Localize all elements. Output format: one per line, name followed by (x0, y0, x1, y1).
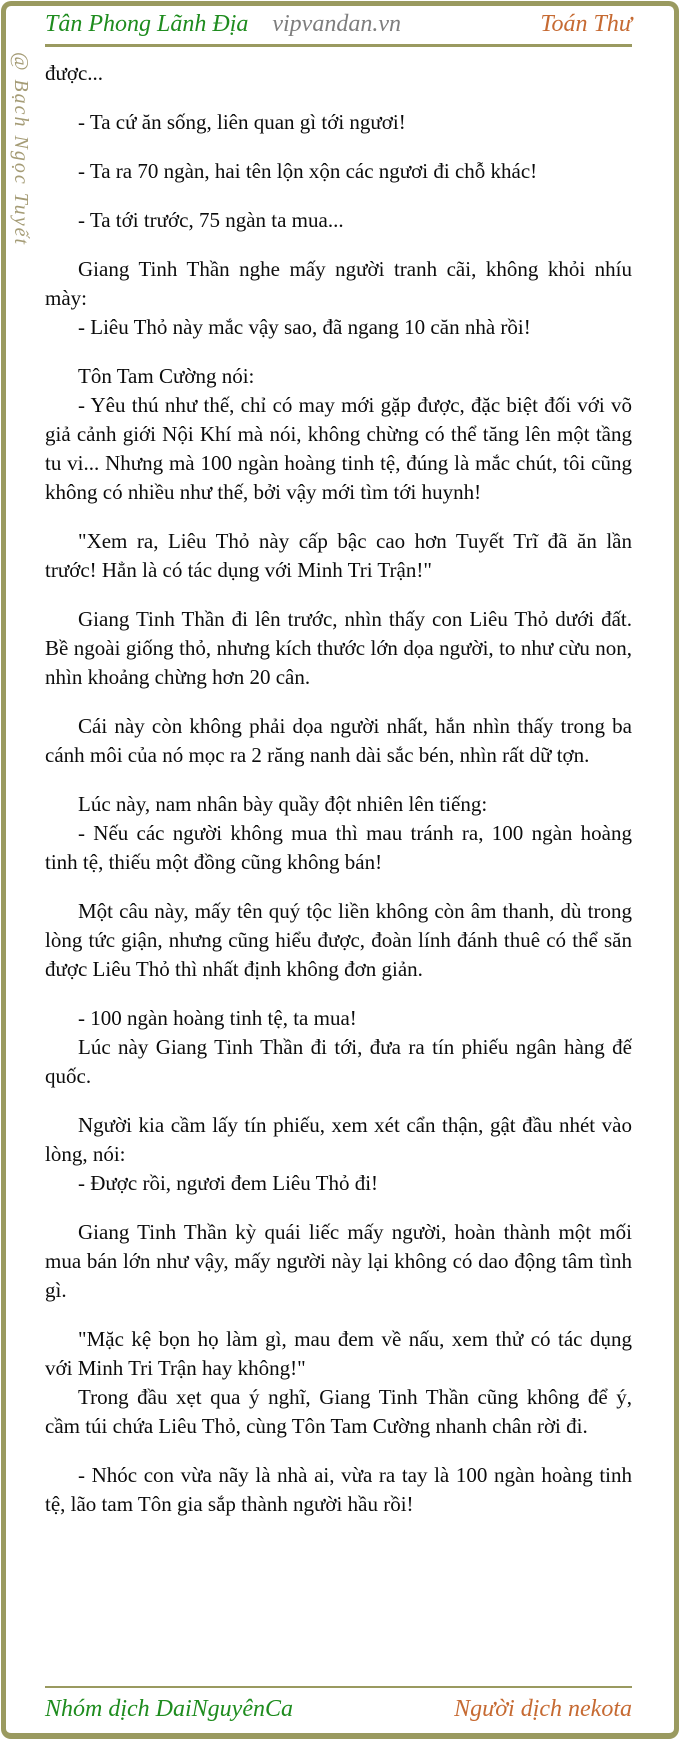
paragraph: được... (45, 61, 104, 85)
chapter-paragraphs (45, 47, 632, 1686)
paragraph: - Nếu các người không mua thì mau tránh ra, 100 ngàn hoàng tinh tệ, thiếu một đồng cũng không bán! (45, 821, 632, 874)
paragraph: Người kia cầm lấy tín phiếu, xem xét cẩn thận, gật đầu nhét vào lòng, nói: (45, 1113, 632, 1166)
paragraph: Lúc này Giang Tinh Thần đi tới, đưa ra tín phiếu ngân hàng đế quốc. (45, 1035, 632, 1088)
paragraph: Giang Tinh Thần kỳ quái liếc mấy người, hoàn thành một mối mua bán lớn như vậy, mấy người này lại không có dao động tâm tình gì. (45, 1220, 632, 1302)
paragraph: - 100 ngàn hoàng tinh tệ, ta mua! (78, 1006, 357, 1030)
paragraph: - Yêu thú như thế, chỉ có may mới gặp được, đặc biệt đối với võ giả cảnh giới Nội Khí mà nói, không chừng có thể tăng lên một tầng tu vi... Nhưng mà 100 ngàn hoàng tinh tệ, đúng là mắc chút, tôi cũng không có nhiều như thế, bởi vậy mới tìm tới huynh! (45, 393, 632, 504)
paragraph: "Xem ra, Liêu Thỏ này cấp bậc cao hơn Tuyết Trĩ đã ăn lần trước! Hẳn là có tác dụng với Minh Tri Trận!" (45, 529, 632, 582)
paragraph: Giang Tinh Thần đi lên trước, nhìn thấy con Liêu Thỏ dưới đất. Bề ngoài giống thỏ, nhưng kích thước lớn dọa người, to như cừu non, nhìn khoảng chừng hơn 20 cân. (45, 607, 632, 689)
page-content (45, 0, 632, 1733)
paragraph: Một câu này, mấy tên quý tộc liền không còn âm thanh, dù trong lòng tức giận, nhưng cũng hiểu được, đoàn lính đánh thuê có thể săn được Liêu Thỏ thì nhất định không đơn giản. (45, 899, 632, 981)
paragraph: Tôn Tam Cường nói: (78, 364, 255, 388)
page-header (45, 0, 632, 47)
page-footer (45, 1686, 632, 1733)
site-name: vipvandan.vn (272, 11, 401, 37)
paragraph: "Mặc kệ bọn họ làm gì, mau đem về nấu, xem thử có tác dụng với Minh Tri Trận hay không!" (45, 1327, 632, 1380)
translation-group-credit: Nhóm dịch DaiNguyênCa (45, 1696, 293, 1722)
paragraph: Trong đầu xẹt qua ý nghĩ, Giang Tinh Thần cũng không để ý, cầm túi chứa Liêu Thỏ, cùng Tôn Tam Cường nhanh chân rời đi. (45, 1385, 632, 1438)
watermark-vertical-text: @ Bạch Ngọc Tuyết (10, 52, 32, 247)
section-title: Toán Thư (540, 11, 632, 37)
paragraph: - Ta ra 70 ngàn, hai tên lộn xộn các ngươi đi chỗ khác! (78, 159, 538, 183)
paragraph: - Nhóc con vừa nãy là nhà ai, vừa ra tay là 100 ngàn hoàng tinh tệ, lão tam Tôn gia sắp thành người hầu rồi! (45, 1463, 632, 1516)
paragraph: Lúc này, nam nhân bày quầy đột nhiên lên tiếng: (78, 792, 488, 816)
paragraph: - Ta cứ ăn sống, liên quan gì tới ngươi! (78, 110, 406, 134)
paragraph: - Ta tới trước, 75 ngàn ta mua... (78, 208, 344, 232)
book-title: Tân Phong Lãnh Địa (45, 11, 249, 37)
paragraph: Cái này còn không phải dọa người nhất, hắn nhìn thấy trong ba cánh môi của nó mọc ra 2 răng nanh dài sắc bén, nhìn rất dữ tợn. (45, 714, 632, 767)
translator-credit: Người dịch nekota (454, 1696, 632, 1722)
paragraph: - Liêu Thỏ này mắc vậy sao, đã ngang 10 căn nhà rồi! (78, 315, 531, 339)
paragraph: - Được rồi, ngươi đem Liêu Thỏ đi! (78, 1171, 379, 1195)
paragraph: Giang Tinh Thần nghe mấy người tranh cãi, không khỏi nhíu mày: (45, 257, 632, 310)
